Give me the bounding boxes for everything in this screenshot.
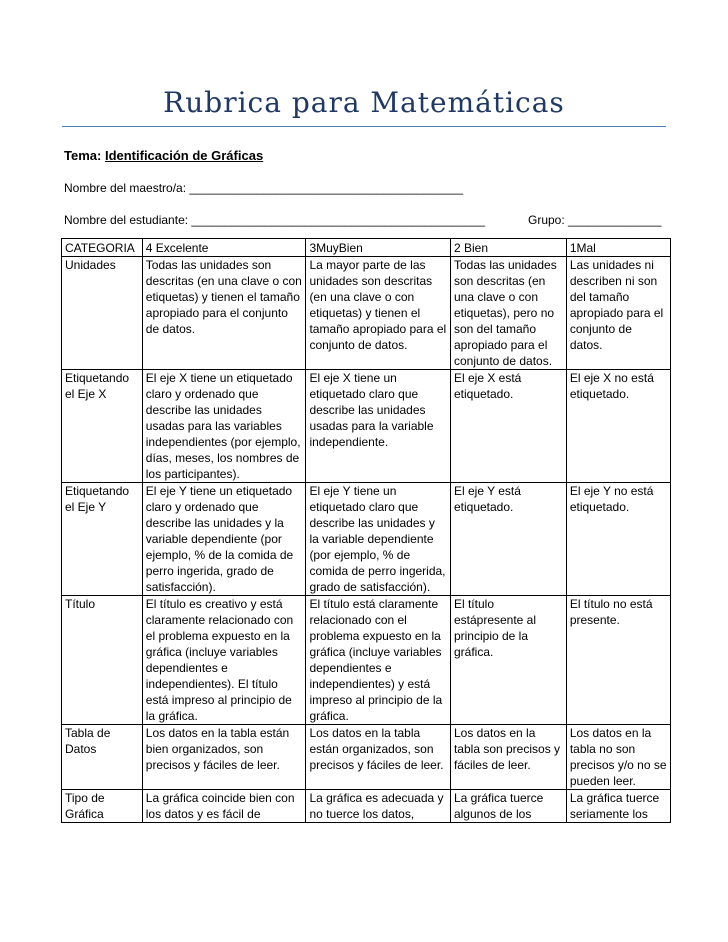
table-cell: La gráfica es adecuada y no tuerce los datos, (306, 790, 451, 823)
table-cell: El eje Y tiene un etiquetado claro que describe las unidades y la variable dependiente (por ejemplo, % de comida de perro ingerida, grado de satisfacción). (306, 483, 451, 596)
table-cell: La gráfica tuerce algunos de los (450, 790, 566, 823)
header-categoria: CATEGORIA (62, 239, 143, 257)
table-cell: El eje Y tiene un etiquetado claro y ordenado que describe las unidades y la variable dependiente (por ejemplo, % de la comida de perro ingerida, grado de satisfacción). (142, 483, 306, 596)
table-cell: El título está claramente relacionado con el problema expuesto en la gráfica (incluye variables dependientes e independientes) y está impreso al principio de la gráfica. (306, 596, 451, 725)
table-cell: El título estápresente al principio de la gráfica. (450, 596, 566, 725)
group-field[interactable]: Grupo: ______________ (528, 213, 662, 227)
table-cell: La gráfica coincide bien con los datos y es fácil de (142, 790, 306, 823)
row-category: Tabla de Datos (62, 725, 143, 790)
table-cell: El eje Y está etiquetado. (450, 483, 566, 596)
table-row (62, 596, 671, 725)
table-cell: El eje X no está etiquetado. (566, 370, 670, 483)
table-cell: Los datos en la tabla no son precisos y/o no se pueden leer. (566, 725, 670, 790)
table-cell: La gráfica tuerce seriamente los (566, 790, 670, 823)
header-muy-bien: 3MuyBien (306, 239, 451, 257)
tema-value: Identificación de Gráficas (104, 148, 264, 163)
title-underline-rule (62, 126, 666, 127)
tema-label: Tema: (64, 148, 102, 163)
row-category: Tipo de Gráfica (62, 790, 143, 823)
table-cell: Todas las unidades son descritas (en una clave o con etiquetas) y tienen el tamaño apropiado para el conjunto de datos. (142, 257, 306, 370)
table-cell: El título no está presente. (566, 596, 670, 725)
student-name-field[interactable]: Nombre del estudiante: ____________________________________________ (64, 213, 486, 227)
table-row (62, 257, 671, 370)
table-row (62, 370, 671, 483)
row-category: Unidades (62, 257, 143, 370)
table-cell: Los datos en la tabla son precisos y fáciles de leer. (450, 725, 566, 790)
table-cell: Los datos en la tabla están bien organizados, son precisos y fáciles de leer. (142, 725, 306, 790)
table-cell: Las unidades ni describen ni son del tamaño apropiado para el conjunto de datos. (566, 257, 670, 370)
row-category: Etiquetando el Eje Y (62, 483, 143, 596)
maestro-name-field[interactable]: Nombre del maestro/a: _________________________________________ (64, 181, 464, 195)
header-mal: 1Mal (566, 239, 670, 257)
table-row (62, 790, 671, 823)
table-cell: El eje X está etiquetado. (450, 370, 566, 483)
table-cell: Los datos en la tabla están organizados, son precisos y fáciles de leer. (306, 725, 451, 790)
table-cell: Todas las unidades son descritas (en una clave o con etiquetas), pero no son del tamaño apropiado para el conjunto de datos. (450, 257, 566, 370)
table-cell: La mayor parte de las unidades son descritas (en una clave o con etiquetas) y tienen el tamaño apropiado para el conjunto de datos. (306, 257, 451, 370)
table-cell: El eje X tiene un etiquetado claro que describe las unidades usadas para la variable independiente. (306, 370, 451, 483)
row-category: Título (62, 596, 143, 725)
table-cell: El eje Y no está etiquetado. (566, 483, 670, 596)
header-excelente: 4 Excelente (142, 239, 306, 257)
table-row (62, 483, 671, 596)
tema-line (64, 148, 263, 163)
row-category: Etiquetando el Eje X (62, 370, 143, 483)
table-cell: El título es creativo y está claramente relacionado con el problema expuesto en la gráfica (incluye variables dependientes e independientes). El título está impreso al principio de la gráfica. (142, 596, 306, 725)
table-header-row (62, 239, 671, 257)
rubric-table (61, 238, 671, 823)
document-title: Rubrica para Matemáticas (163, 86, 565, 119)
header-bien: 2 Bien (450, 239, 566, 257)
table-cell: El eje X tiene un etiquetado claro y ordenado que describe las unidades usadas para las variables independientes (por ejemplo, días, meses, los nombres de los participantes). (142, 370, 306, 483)
table-row (62, 725, 671, 790)
